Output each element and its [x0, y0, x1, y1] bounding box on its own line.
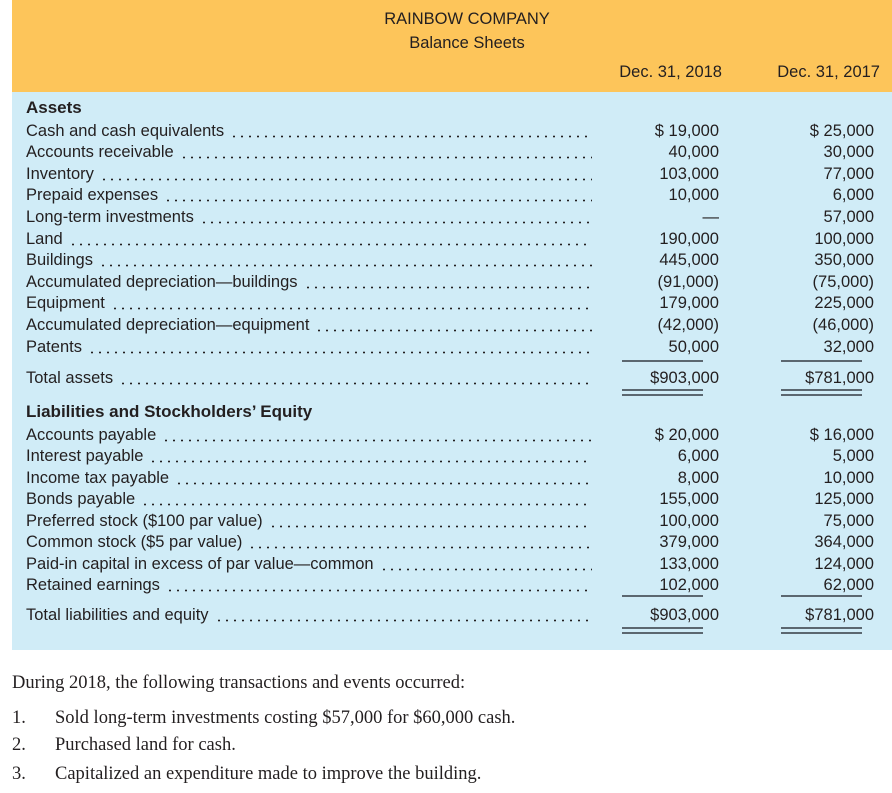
row-label: Common stock ($5 par value): [26, 533, 243, 551]
dot-leader: [315, 329, 592, 332]
row-label: Retained earnings: [26, 576, 160, 594]
value-2018: 103,000: [659, 164, 719, 183]
row-label: Interest payable: [26, 447, 144, 465]
dot-leader: [166, 589, 592, 592]
value-2018: $ 19,000: [654, 121, 719, 140]
liability-row: [26, 489, 878, 511]
row-label: Land: [26, 229, 63, 248]
dot-leader: [248, 546, 592, 549]
asset-row: [26, 250, 878, 272]
row-label: Prepaid expenses: [26, 186, 159, 205]
liability-row: [26, 575, 878, 597]
value-2018: 50,000: [668, 337, 719, 356]
value-2017: 6,000: [832, 186, 874, 205]
asset-row: [26, 271, 878, 293]
single-underline: [781, 595, 862, 597]
row-label: Income tax payable: [26, 468, 170, 487]
value-2018: 10,000: [668, 186, 719, 205]
value-2017: 100,000: [814, 229, 874, 248]
transaction-item: [12, 708, 515, 729]
dot-leader: [180, 156, 592, 159]
transaction-item: [12, 764, 481, 785]
value-2017: 32,000: [823, 337, 874, 356]
value-2017: (46,000): [812, 315, 874, 334]
liability-row: [26, 424, 878, 446]
liability-row: [26, 553, 878, 575]
value-2018: 155,000: [659, 490, 719, 508]
company-name: RAINBOW COMPANY: [384, 10, 550, 28]
row-label: Accounts payable: [26, 425, 157, 444]
dot-leader: [200, 221, 592, 224]
item-number: 3.: [12, 764, 26, 784]
value-2018: 190,000: [659, 229, 719, 248]
single-underline: [622, 360, 703, 362]
dot-leader: [99, 264, 592, 267]
asset-row: [26, 314, 878, 336]
dot-leader: [162, 439, 592, 442]
value-2017: $ 25,000: [809, 121, 874, 140]
dot-leader: [215, 619, 592, 622]
asset-row: [26, 142, 878, 164]
dot-leader: [269, 525, 592, 528]
value-2018: 100,000: [659, 511, 719, 530]
value-2017: $781,000: [805, 605, 874, 624]
column-header-2018: Dec. 31, 2018: [619, 63, 722, 81]
item-text: Purchased land for cash.: [55, 735, 236, 755]
dot-leader: [111, 307, 592, 310]
liability-row: [26, 532, 878, 554]
row-label: Long-term investments: [26, 207, 194, 226]
item-number: 1.: [12, 708, 26, 728]
value-2017: 125,000: [814, 490, 874, 508]
value-2017: (75,000): [812, 272, 874, 291]
value-2018: 6,000: [677, 447, 719, 465]
asset-row: [26, 336, 878, 358]
total-liabilities-row: [26, 604, 878, 626]
dot-leader: [88, 351, 592, 354]
asset-row: [26, 228, 878, 250]
value-2017: 124,000: [814, 554, 874, 573]
total-assets-row: [26, 367, 878, 389]
value-2018: $903,000: [650, 368, 719, 387]
row-label: Accounts receivable: [26, 143, 174, 162]
row-label: Bonds payable: [26, 490, 136, 508]
value-2017: 10,000: [823, 468, 874, 487]
asset-row: [26, 120, 878, 142]
liability-row: [26, 446, 878, 468]
row-label: Patents: [26, 337, 82, 356]
value-2018: —: [702, 207, 719, 226]
dot-leader: [119, 382, 592, 385]
double-underline: [622, 394, 703, 396]
double-underline: [781, 394, 862, 396]
value-2018: 102,000: [659, 576, 719, 594]
row-label: Preferred stock ($100 par value): [26, 511, 263, 530]
assets-heading: Assets: [26, 98, 82, 117]
value-2018: 8,000: [677, 468, 719, 487]
dot-leader: [149, 460, 592, 463]
double-underline: [781, 627, 862, 629]
value-2018: 379,000: [659, 533, 719, 551]
value-2017: 75,000: [823, 511, 874, 530]
statement-title: Balance Sheets: [409, 34, 525, 52]
double-underline: [622, 632, 703, 634]
row-label: Accumulated depreciation—equipment: [26, 315, 310, 334]
row-label: Accumulated depreciation—buildings: [26, 272, 298, 291]
row-label: Cash and cash equivalents: [26, 121, 225, 140]
value-2018: 445,000: [659, 251, 719, 270]
value-2018: $ 20,000: [654, 425, 719, 444]
value-2018: 133,000: [659, 554, 719, 573]
value-2017: 30,000: [823, 143, 874, 162]
value-2017: 77,000: [823, 164, 874, 183]
item-text: Sold long-term investments costing $57,000 for $60,000 cash.: [55, 708, 516, 728]
dot-leader: [230, 135, 592, 138]
double-underline: [781, 389, 862, 391]
balance-sheet-body: [12, 92, 892, 650]
row-label: Buildings: [26, 251, 93, 270]
transactions-intro: During 2018, the following transactions and events occurred:: [12, 673, 466, 693]
dot-leader: [164, 199, 592, 202]
single-underline: [622, 595, 703, 597]
balance-sheet-header: [12, 0, 892, 92]
transaction-item: [12, 735, 236, 756]
asset-row: [26, 293, 878, 315]
double-underline: [781, 632, 862, 634]
value-2018: 179,000: [659, 294, 719, 313]
value-2018: (91,000): [657, 272, 719, 291]
dot-leader: [100, 178, 592, 181]
row-label: Total liabilities and equity: [26, 605, 209, 624]
row-label: Equipment: [26, 294, 105, 313]
dot-leader: [304, 286, 592, 289]
dot-leader: [141, 503, 592, 506]
value-2017: 57,000: [823, 207, 874, 226]
value-2018: $903,000: [650, 605, 719, 624]
value-2017: $781,000: [805, 368, 874, 387]
liability-row: [26, 510, 878, 532]
liability-row: [26, 467, 878, 489]
asset-row: [26, 163, 878, 185]
balance-sheet: [12, 0, 892, 650]
asset-row: [26, 206, 878, 228]
item-text: Capitalized an expenditure made to improve the building.: [55, 764, 482, 784]
item-number: 2.: [12, 735, 26, 755]
value-2017: 364,000: [814, 533, 874, 551]
row-label: Inventory: [26, 164, 94, 183]
dot-leader: [69, 243, 592, 246]
value-2017: 5,000: [832, 447, 874, 465]
value-2017: 225,000: [814, 294, 874, 313]
single-underline: [781, 360, 862, 362]
value-2017: 62,000: [823, 576, 874, 594]
value-2017: $ 16,000: [809, 425, 874, 444]
value-2018: (42,000): [657, 315, 719, 334]
liabilities-heading: Liabilities and Stockholders’ Equity: [26, 402, 313, 421]
double-underline: [622, 627, 703, 629]
value-2017: 350,000: [814, 251, 874, 270]
dot-leader: [175, 482, 592, 485]
row-label: Total assets: [26, 368, 114, 387]
column-header-2017: Dec. 31, 2017: [777, 63, 880, 81]
asset-row: [26, 185, 878, 207]
value-2018: 40,000: [668, 143, 719, 162]
double-underline: [622, 389, 703, 391]
row-label: Paid-in capital in excess of par value—common: [26, 554, 374, 573]
dot-leader: [380, 568, 592, 571]
